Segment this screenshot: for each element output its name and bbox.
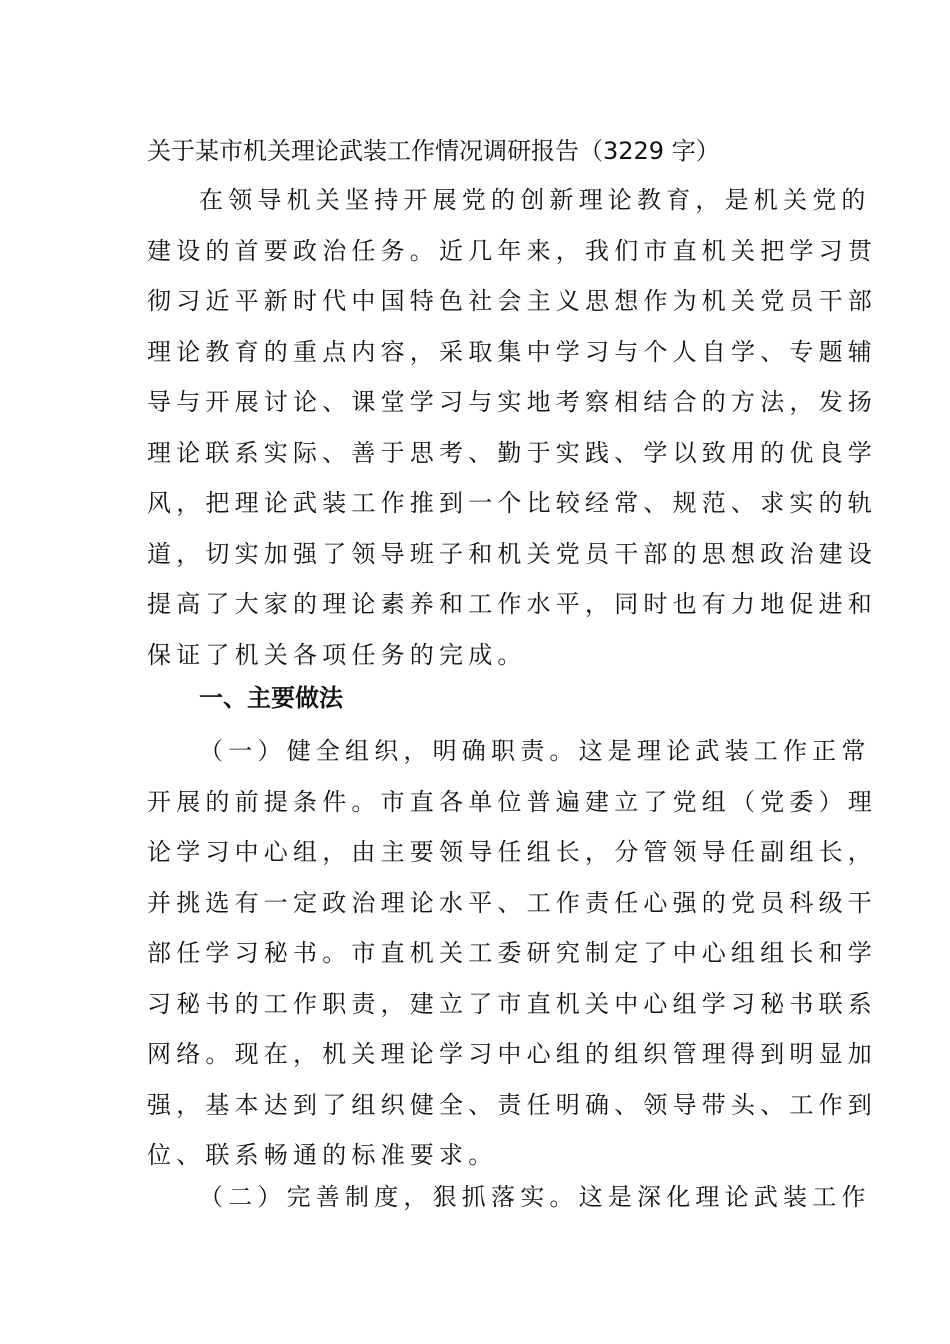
document-title: 关于某市机关理论武装工作情况调研报告（3229 字）: [147, 137, 720, 165]
text-line: 习秘书的工作职责，建立了市直机关中心组学习秘书联系: [147, 989, 877, 1018]
text-line: 论学习中心组，由主要领导任组长，分管领导任副组长，: [147, 838, 877, 866]
text-line: 在领导机关坚持开展党的创新理论教育，是机关党的: [199, 186, 871, 214]
text-line: 导与开展讨论、课堂学习与实地考察相结合的方法，发扬: [147, 388, 877, 416]
text-line: 风，把理论武装工作推到一个比较经常、规范、求实的轨: [147, 489, 877, 517]
text-line: 道，切实加强了领导班子和机关党员干部的思想政治建设: [147, 539, 877, 568]
text-line: 保证了机关各项任务的完成。: [147, 640, 527, 669]
section-heading: 一、主要做法: [199, 684, 343, 712]
paragraph-system: [147, 1172, 871, 1223]
text-line: 建设的首要政治任务。近几年来，我们市直机关把学习贯: [147, 236, 877, 265]
paragraph-intro: [147, 175, 877, 680]
text-line: 部任学习秘书。市直机关工委研究制定了中心组组长和学: [147, 939, 877, 967]
text-line: （一）健全组织，明确职责。这是理论武装工作正常: [199, 737, 871, 765]
paragraph-organization: [147, 726, 877, 1181]
text-line: 理论联系实际、善于思考、勤于实践、学以致用的优良学: [147, 438, 877, 467]
text-line: 开展的前提条件。市直各单位普遍建立了党组（党委）理: [147, 787, 877, 816]
text-line: 提高了大家的理论素养和工作水平，同时也有力地促进和: [147, 590, 877, 618]
text-line: 理论教育的重点内容，采取集中学习与个人自学、专题辅: [147, 337, 877, 366]
text-line: 网络。现在，机关理论学习中心组的组织管理得到明显加: [147, 1040, 877, 1068]
text-line: 强，基本达到了组织健全、责任明确、领导带头、工作到: [147, 1090, 877, 1119]
text-line: （二）完善制度，狠抓落实。这是深化理论武装工作: [199, 1183, 871, 1211]
text-line: 彻习近平新时代中国特色社会主义思想作为机关党员干部: [147, 287, 877, 315]
text-line: 并挑选有一定政治理论水平、工作责任心强的党员科级干: [147, 888, 877, 917]
text-line: 位、联系畅通的标准要求。: [147, 1141, 498, 1169]
